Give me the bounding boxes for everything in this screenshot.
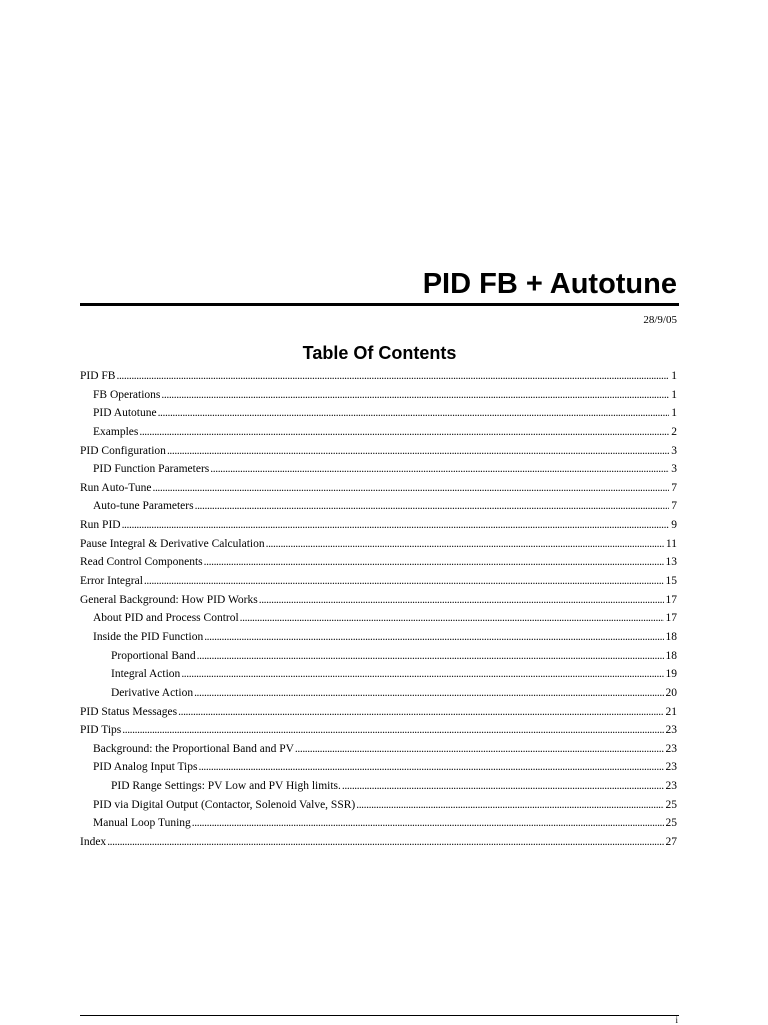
toc-dot-leader	[204, 553, 664, 572]
toc-entry[interactable]	[80, 628, 677, 647]
toc-entry[interactable]	[80, 814, 677, 833]
document-date: 28/9/05	[643, 314, 677, 326]
toc-dot-leader	[181, 665, 663, 684]
toc-entry-title: Proportional Band	[111, 649, 196, 662]
toc-entry[interactable]	[80, 758, 677, 777]
toc-entry-page: 11	[665, 537, 677, 550]
toc-entry-page: 15	[665, 575, 677, 588]
toc-entry[interactable]	[80, 442, 677, 461]
toc-dot-leader	[139, 423, 669, 442]
toc-dot-leader	[192, 814, 664, 833]
toc-dot-leader	[204, 628, 663, 647]
toc-entry-page: 25	[665, 798, 677, 811]
toc-dot-leader	[144, 572, 664, 591]
toc-entry-page: 18	[665, 649, 677, 662]
toc-entry-page: 2	[671, 425, 677, 438]
toc-entry-page: 1	[671, 407, 677, 420]
table-of-contents	[80, 367, 677, 852]
toc-entry[interactable]	[80, 553, 677, 572]
toc-dot-leader	[116, 367, 669, 386]
toc-entry-page: 13	[665, 556, 677, 569]
toc-entry-title: Read Control Components	[80, 556, 203, 569]
toc-heading: Table Of Contents	[302, 343, 457, 363]
toc-entry-title: PID Function Parameters	[93, 463, 210, 476]
toc-entry-title: PID Analog Input Tips	[93, 761, 198, 774]
toc-dot-leader	[158, 404, 670, 423]
toc-entry[interactable]	[80, 572, 677, 591]
toc-entry[interactable]	[80, 833, 677, 852]
toc-entry-page: 1	[671, 388, 677, 401]
toc-entry[interactable]	[80, 796, 677, 815]
toc-entry[interactable]	[80, 740, 677, 759]
toc-dot-leader	[167, 442, 669, 461]
toc-entry-page: 23	[665, 742, 677, 755]
toc-entry-title: Pause Integral & Derivative Calculation	[80, 537, 265, 550]
toc-dot-leader	[198, 758, 663, 777]
toc-entry-title: PID via Digital Output (Contactor, Solenoid Valve, SSR)	[93, 798, 356, 811]
toc-entry[interactable]	[80, 497, 677, 516]
toc-entry-title: Auto-tune Parameters	[93, 500, 194, 513]
toc-dot-leader	[356, 796, 663, 815]
toc-entry-page: 21	[665, 705, 677, 718]
toc-entry[interactable]	[80, 535, 677, 554]
document-title: PID FB + Autotune	[422, 268, 677, 300]
toc-dot-leader	[178, 703, 663, 722]
toc-entry-title: PID Autotune	[93, 407, 157, 420]
toc-entry[interactable]	[80, 721, 677, 740]
toc-dot-leader	[161, 386, 669, 405]
toc-entry[interactable]	[80, 516, 677, 535]
toc-entry-page: 19	[665, 668, 677, 681]
toc-dot-leader	[197, 647, 664, 666]
toc-entry-page: 17	[665, 612, 677, 625]
toc-entry[interactable]	[80, 479, 677, 498]
toc-entry[interactable]	[80, 404, 677, 423]
title-divider	[80, 303, 679, 306]
toc-entry[interactable]	[80, 423, 677, 442]
toc-entry-page: 18	[665, 630, 677, 643]
toc-dot-leader	[295, 740, 664, 759]
toc-dot-leader	[342, 777, 664, 796]
toc-entry-title: Index	[80, 836, 107, 849]
toc-entry[interactable]	[80, 777, 677, 796]
toc-entry-page: 9	[671, 519, 677, 532]
toc-entry-page: 20	[665, 686, 677, 699]
toc-dot-leader	[259, 591, 664, 610]
toc-dot-leader	[240, 609, 664, 628]
toc-dot-leader	[210, 460, 669, 479]
toc-entry-title: PID Status Messages	[80, 705, 178, 718]
toc-entry-title: Inside the PID Function	[93, 630, 204, 643]
toc-entry[interactable]	[80, 367, 677, 386]
toc-dot-leader	[266, 535, 664, 554]
toc-entry-title: General Background: How PID Works	[80, 593, 258, 606]
toc-entry-title: Manual Loop Tuning	[93, 817, 191, 830]
toc-dot-leader	[195, 497, 670, 516]
toc-entry-title: PID Tips	[80, 724, 122, 737]
toc-entry-title: PID FB	[80, 370, 116, 382]
toc-entry-title: PID Range Settings: PV Low and PV High limits.	[111, 780, 341, 793]
toc-entry[interactable]	[80, 591, 677, 610]
toc-entry-page: 23	[665, 780, 677, 793]
toc-entry-page: 3	[671, 444, 677, 457]
toc-dot-leader	[194, 684, 663, 703]
toc-entry-title: PID Configuration	[80, 444, 166, 457]
toc-dot-leader	[122, 516, 670, 535]
toc-entry-page: 23	[665, 761, 677, 774]
toc-dot-leader	[152, 479, 669, 498]
toc-entry[interactable]	[80, 460, 677, 479]
toc-entry[interactable]	[80, 647, 677, 666]
toc-entry[interactable]	[80, 665, 677, 684]
toc-entry-title: FB Operations	[93, 388, 161, 401]
toc-entry[interactable]	[80, 609, 677, 628]
toc-entry-title: Integral Action	[111, 668, 181, 681]
toc-entry-page: 3	[671, 463, 677, 476]
toc-entry-title: Error Integral	[80, 575, 143, 588]
toc-entry-page: 25	[665, 817, 677, 830]
toc-dot-leader	[107, 833, 663, 852]
toc-entry-page: 27	[665, 836, 677, 849]
toc-entry[interactable]	[80, 703, 677, 722]
toc-dot-leader	[122, 721, 663, 740]
toc-entry[interactable]	[80, 684, 677, 703]
toc-entry-title: Run Auto-Tune	[80, 481, 152, 494]
toc-entry-page: 17	[665, 593, 677, 606]
toc-entry[interactable]	[80, 386, 677, 405]
toc-entry-page: 7	[671, 481, 677, 494]
toc-entry-page: 1	[671, 370, 677, 382]
toc-entry-title: Examples	[93, 425, 139, 438]
toc-entry-title: Background: the Proportional Band and PV	[93, 742, 294, 755]
toc-entry-title: Derivative Action	[111, 686, 194, 699]
footer-page-number: i	[675, 1015, 678, 1025]
toc-entry-title: Run PID	[80, 519, 121, 532]
toc-entry-page: 7	[671, 500, 677, 513]
toc-entry-page: 23	[665, 724, 677, 737]
toc-entry-title: About PID and Process Control	[93, 612, 239, 625]
